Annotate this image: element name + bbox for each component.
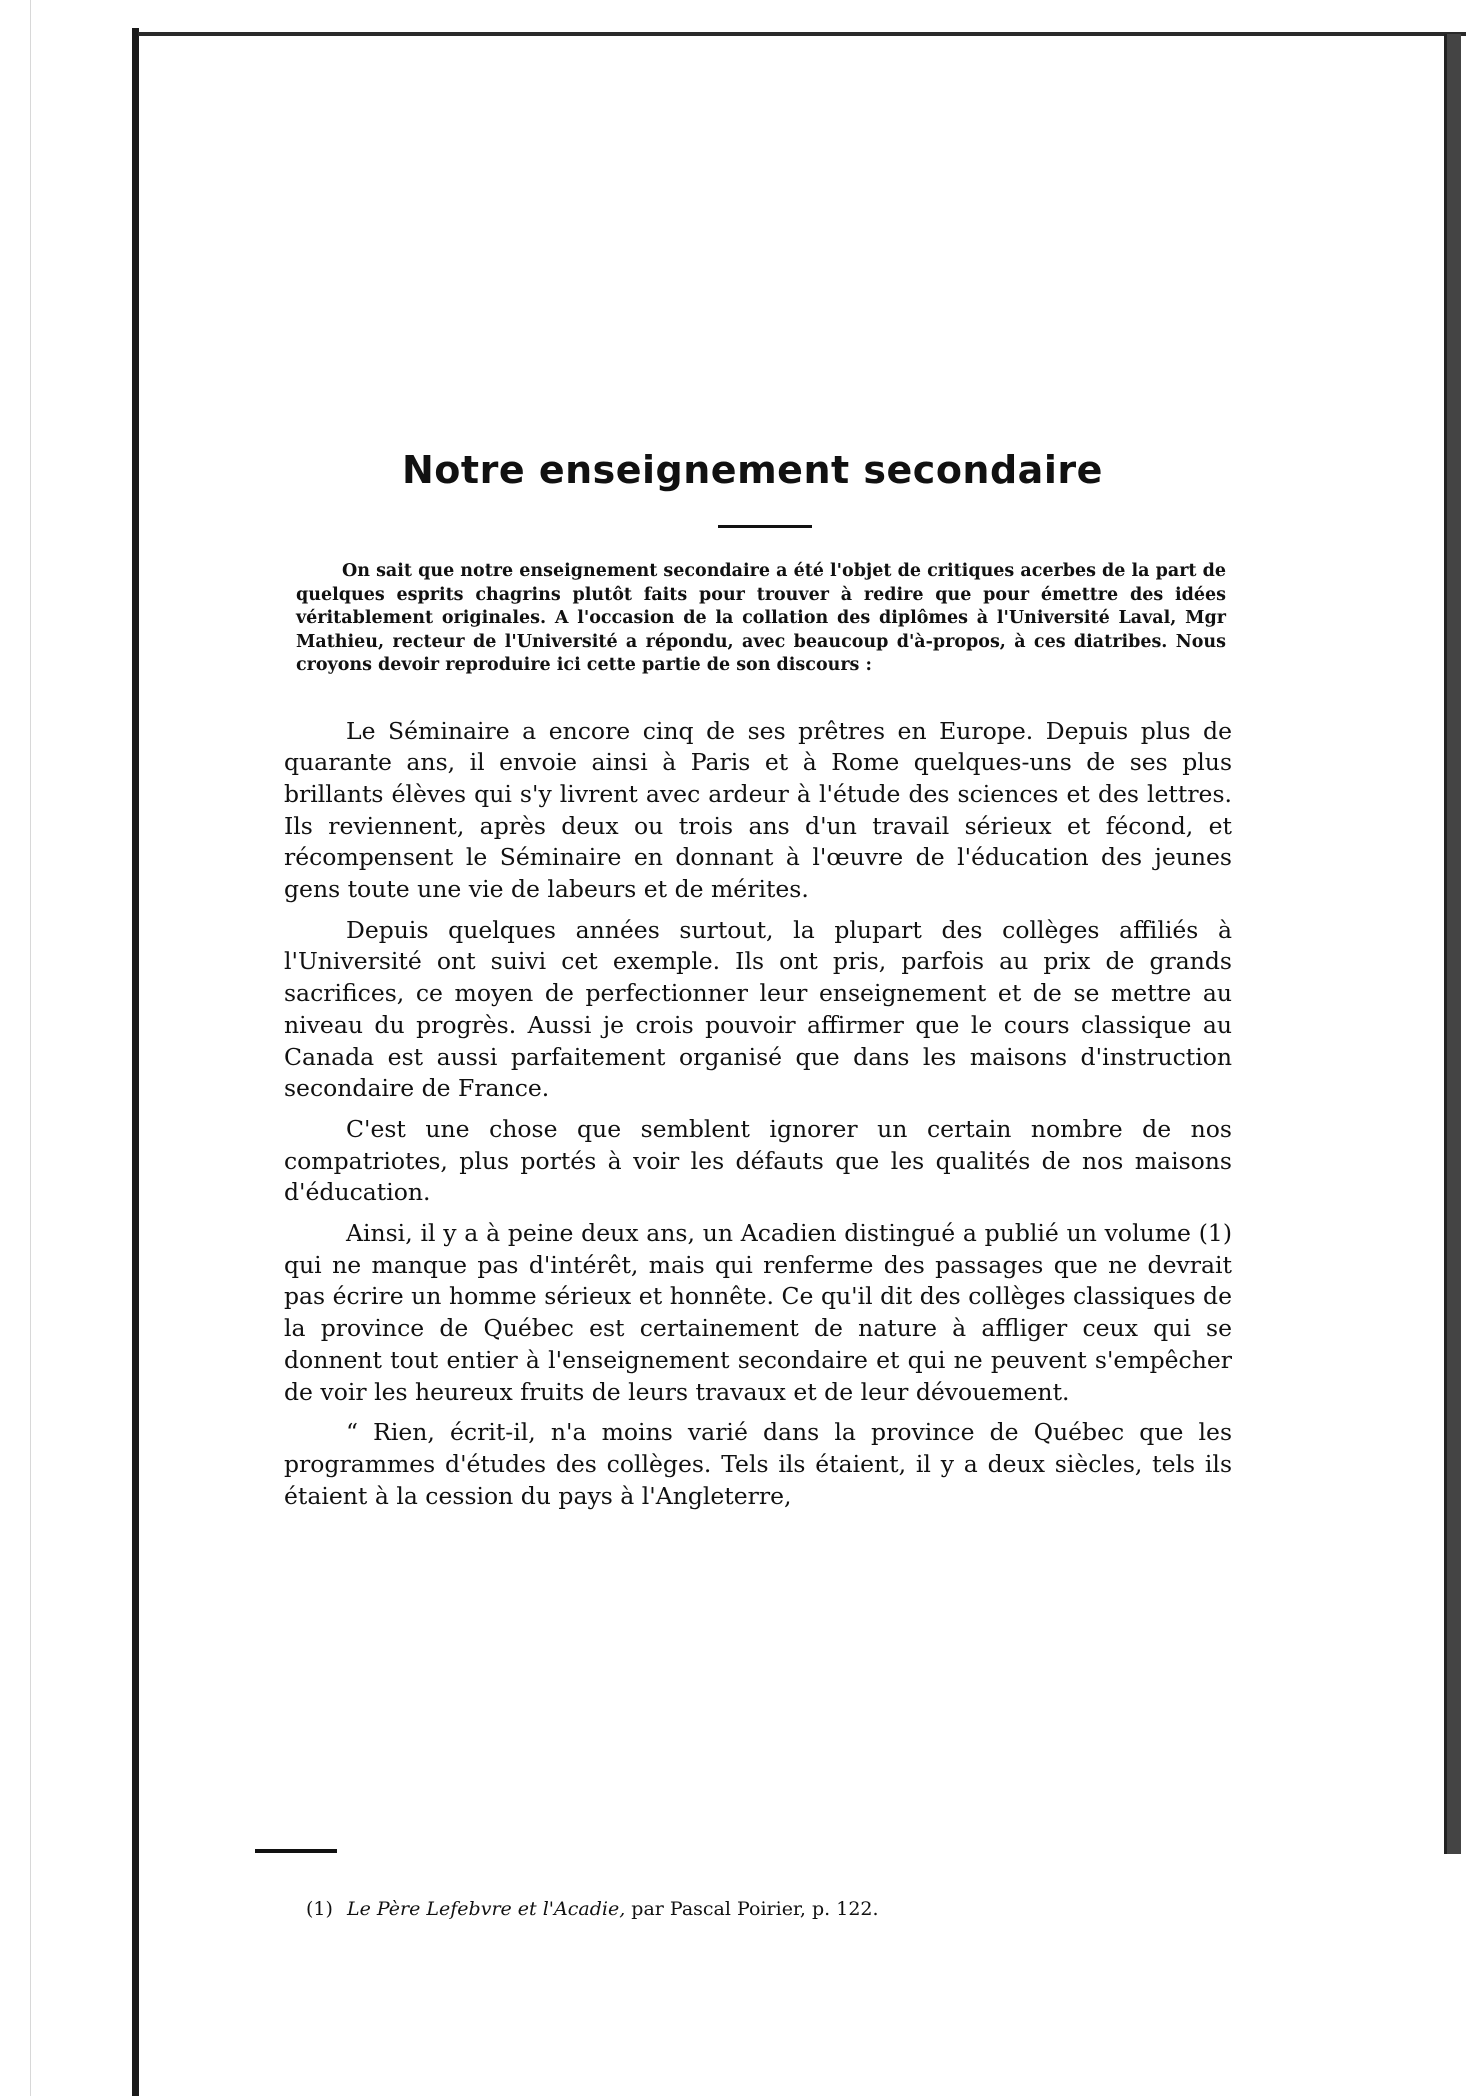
footnote-marker: (1) <box>306 1898 333 1920</box>
title-rule <box>718 525 812 528</box>
article-title: Notre enseignement secondaire <box>402 448 1103 492</box>
footnote-rule <box>255 1849 337 1853</box>
footnote-citation: par Pascal Poirier, p. 122. <box>631 1898 879 1920</box>
body-paragraph-3: C'est une chose que semblent ignorer un certain nombre de nos compatriotes, plus portés à voir les défauts que les qualités de nos maisons d'éducation. <box>284 1114 1232 1207</box>
page-top-edge <box>138 32 1466 36</box>
body-paragraph-4: Ainsi, il y a à peine deux ans, un Acadien distingué a publié un volume (1) qui ne manque pas d'intérêt, mais qui renferme des passages que ne devrait pas écrire un homme sérieux et honnête. Ce qu'il dit des collèges classiques de la province de Québec est certainement de nature à affliger ceux qui se donnent tout entier à l'enseignement secondaire et qui ne peuvent s'empêcher de voir les heureux fruits de leurs travaux et de leur dévouement. <box>284 1219 1232 1406</box>
body-paragraph-1: Le Séminaire a encore cinq de ses prêtres en Europe. Depuis plus de quarante ans, il envoie ainsi à Paris et à Rome quelques-uns de ses plus brillants élèves qui s'y livrent avec ardeur à l'étude des sciences et des lettres. Ils reviennent, après deux ou trois ans d'un travail sérieux et fécond, et récompensent le Séminaire en donnant à l'œuvre de l'éducation des jeunes gens toute une vie de labeurs et de mérites. <box>284 716 1232 904</box>
article-body <box>284 716 1232 1513</box>
scan-left-margin <box>0 0 31 2096</box>
book-spine-shadow <box>132 28 139 2096</box>
article-intro: On sait que notre enseignement secondaire a été l'objet de critiques acerbes de la part de quelques esprits chagrins plutôt faits pour trouver à redire que pour émettre des idées véritablement originales. A l'occasion de la collation des diplômes à l'Université Laval, Mgr Mathieu, recteur de l'Université a répondu, avec beaucoup d'à-propos, à ces diatribes. Nous croyons devoir reproduire ici cette partie de son discours : <box>296 561 1226 675</box>
article <box>284 440 1232 1521</box>
footnote-work-title: Le Père Lefebvre et l'Acadie, <box>346 1898 626 1920</box>
body-paragraph-2: Depuis quelques années surtout, la plupart des collèges affiliés à l'Université ont suivi cet exemple. Ils ont pris, parfois au prix de grands sacrifices, ce moyen de perfectionner leur enseignement et de se mettre au niveau du progrès. Aussi je crois pouvoir affirmer que le cours classique au Canada est aussi parfaitement organisé que dans les maisons d'instruction secondaire de France. <box>284 915 1232 1103</box>
body-paragraph-5: “ Rien, écrit-il, n'a moins varié dans la province de Québec que les programmes d'études des collèges. Tels ils étaient, il y a deux siècles, tels ils étaient à la cession du pays à l'Angleterre, <box>284 1418 1232 1510</box>
footnote <box>306 1898 1006 1920</box>
page-right-edge <box>1444 34 1461 1854</box>
